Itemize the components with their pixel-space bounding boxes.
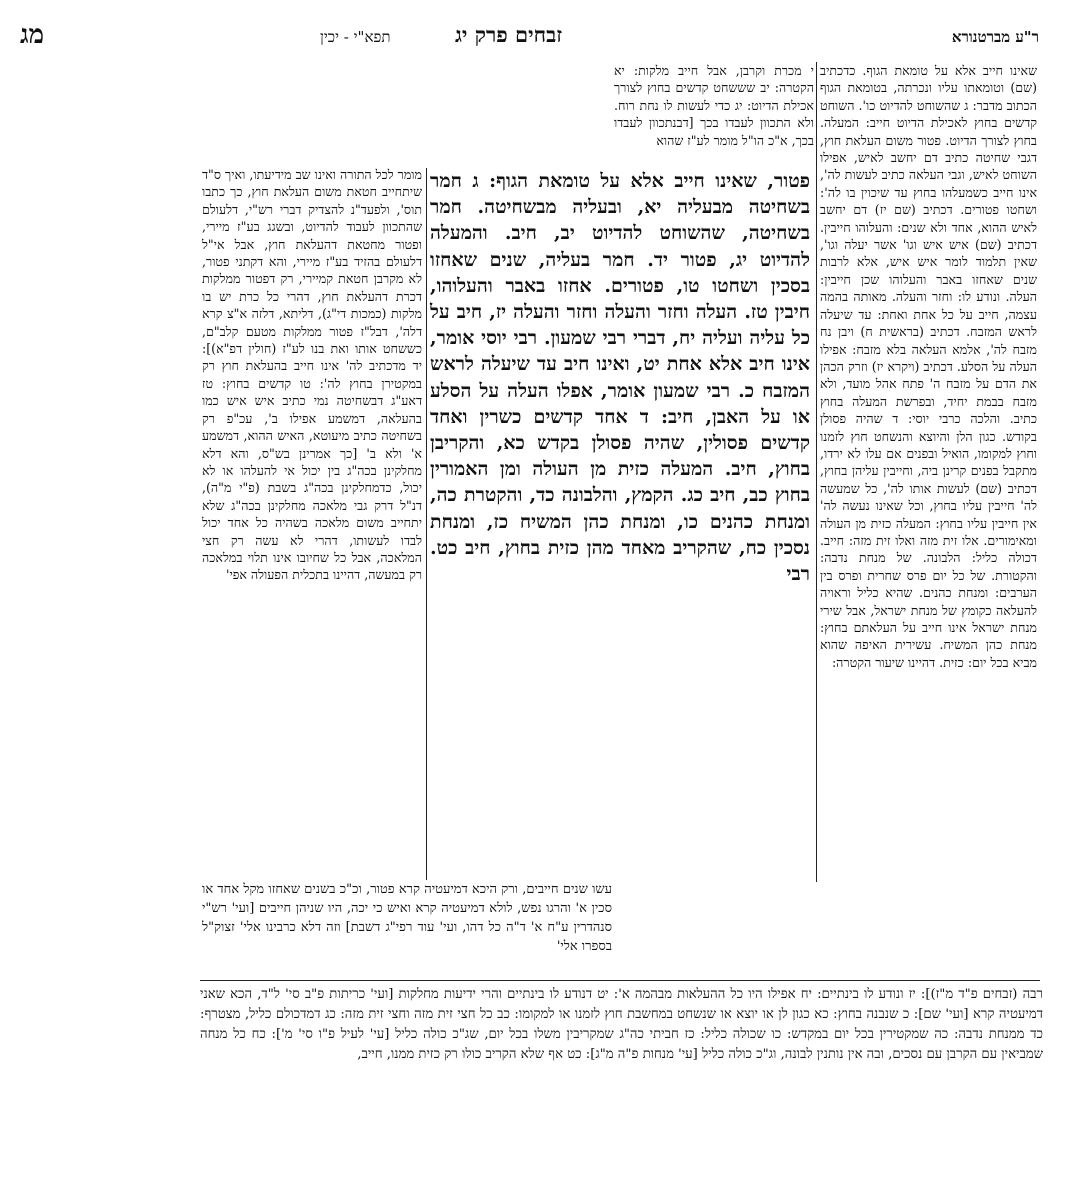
commentary-name: ר"ע מברטנורא: [951, 28, 1039, 46]
bartenura-commentary: [820, 62, 1037, 942]
bartenura-text: שאינו חייב אלא על טומאת הגוף. כדכתיב (שם) וטומאתו עליו ונכרתה, בטומאת הגוף הכתוב מדבר: ג שהשוחט להדיוט כו'. השוחט קדשים בחוץ לאכילת הדיוט חייב: המעלה. בחוץ לצורך הדיוט. פטור משום העלאת חוץ, דגבי שחיטה כתיב דם יחשב לאיש, אפילו השוחט לאיש, וגבי העלאה כתיב לעשות לה', אינו חייב כשמעלהו בחוץ עד שיכוין בו לה': ושחטו פטורים. דכתיב (שם יז) דם יחשב לאיש ההוא, אחד ולא שנים: והעלוהו חייבין. דכתיב (שם) איש איש וגו' אשר יעלה וגו', שאין תלמוד לומר איש איש, אלא לרבות שנים שאחזו באבר והעלוהו שכן חייבין: העלה. ונודע לו: וחזר והעלה. מאותה בהמה עצמה, חייב על כל אחת ואחת: עד שיעלה לראש המזבח. דכתיב (בראשית ח) ויבן נח מזבח לה', אלמא העלאה בלא מזבח: אפילו העלה על הסלע. דכתיב (ויקרא יז) וזרק הכהן את הדם על מזבח ה' פתח אהל מועד, ולא מזבח בבמת יחיד, ובפרשת המעלה בחוץ כתיב. והלכה כרבי יוסי: ד שהיה פסולן בקודש. כגון הלן והיוצא והנשחט חוץ לזמנו וחוץ למקומו, הואיל ובפנים אם עלו לא ירדו, מתקבל בפנים קרינן ביה, וחייבין עליהן בחוץ, דכתיב (שם) לעשות אותו לה', כל שמעשה לה' חייבין עליו בחוץ, וכל שאינו נעשה לה' אין חייבין עליו בחוץ: המעלה כזית מן העולה ומאימורים. אלו זית מזה ואלו זית מזה: חייב. דכולה כליל: הלבונה. של מנחת נדבה: והקטורת. של כל יום פרס שחרית ופרס בין הערבים: ומנחת כהנים. שהיא כליל וראויה להעלאה כקומץ של מנחת ישראל, אבל שירי מנחת ישראל אינו חייב על העלאתם בחוץ: מנחת כהן המשיח. עשירית האיפה שהוא מביא בכל יום: כזית. דהיינו שיעור הקטרה:: [820, 63, 1037, 670]
tiferet-commentary-side: [202, 166, 422, 878]
tiferet-text-continuation: עשו שנים חייבים, ורק היכא דמיעטיה קרא פטור, וכ"כ בשנים שאחזו מקל אחד או סכין א' והרגו נפש, לולא דמיעטיה קרא ואיש כי יכה, היו שניהן חייבים [ועי' רש"י סנהדרין ע"ח א' ד"ה כל דהו, ועי' עוד רפי"ג דשבת] וזה דלא כרבינו אלי' זצוק"ל בספרו אלי': [202, 882, 612, 954]
commentary-range: תפא"י - יכין: [320, 28, 391, 46]
tractate-chapter-title: זבחים פרק יג: [455, 22, 563, 47]
footnotes: [200, 985, 1043, 1065]
tiferet-commentary-continuation: [202, 880, 612, 980]
mishna-text: פטור, שאינו חייב אלא על טומאת הגוף: ג חמר בשחיטה מבעליה יא, ובעליה מבשחיטה. חמר בשחיטה, שהשוחט להדיוט יב, חיב. והמעלה להדיוט יג, פטור יד. חמר בעליה, שנים שאחזו בסכין ושחטו טו, פטורים. אחזו באבר והעלוהו, חיבין טז. העלה וחזר והעלה וחזר והעלה יז, חיב על כל עליה ועליה יח, דברי רבי שמעון. רבי יוסי אומר, אינו חיב אלא אחת יט, ואינו חיב עד שיעלה לראש המזבח כ. רבי שמעון אומר, אפלו העלה על הסלע או על האבן, חיב: ד אחד קדשים כשרין ואחד קדשים פסולין, שהיה פסולן בקדש כא, והקריבן בחוץ, חיב. המעלה כזית מן העולה ומן האמורין בחוץ כב, חיב כג. הקמץ, והלבונה כד, והקטרת כה, ומנחת כהנים כו, ומנחת כהן המשיח כז, ומנחת נסכין כח, שהקריב מאחד מהן כזית בחוץ, חיב כט. רבי: [430, 170, 810, 586]
mishna-text-block: [430, 168, 810, 882]
tiferet-commentary-top: [614, 62, 814, 168]
footnotes-text: רבה (זבחים פ"ד מ"ז)]: יז ונודע לו בינתיים: יח אפילו היו כל ההעלאות מבהמה א': יט דנודע לו בינתיים והרי ידיעות מחלקות [ועי' כריתות פ"ב סי' ל"ד, הכא שאני דמיעטיה קרא [ועי' שם]: כ שנבנה בחוץ: כא כגון לן או יוצא או שנשחט במחשבת חוץ לזמנו או למקומו: כב כל חצי זית מזה וחצי זית מזה: כג דמדכולם כליל, מצטרף: כד ממנחת נדבה: כה שמקטירין בכל יום במקדש: כו שכולה כליל: כז חביתי כה"ג שמקריבין משלו בכל יום, שג"כ כולה כליל [עי' לעיל פ"ו סי' מ']: כח כל מנחה שמביאין עם הקרבן עם נסכים, ובה אין נותנין לבונה, וג"כ כולה כליל [עי' מנחות פ"ה מ"ג]: כט אף שלא הקריב כולו רק כזית ממנו, חייב,: [200, 987, 1043, 1062]
running-header: [20, 20, 1039, 52]
column-divider: [816, 62, 817, 882]
footer-divider: [200, 980, 1040, 981]
tiferet-text-top: י מכרת וקרבן, אבל חייב מלקות: יא הקטרה: יב שששחט קדשים בחוץ לצורך אכילת הדיוט: יג כדי לעשות לו נחת רוח. ולא התכוון לעבדו בכך [דבנתכוון לעבדו בכך, א"כ הו"ל מומר לע"ז שהוא: [614, 63, 814, 148]
tiferet-text-side: מומר לכל התורה ואינו שב מידיעתו, ואיך ס"ד שיתחייב חטאת משום העלאת חוץ, כך כתבו תוס', ולפעד"נ להצדיק דברי רש"י, דלעולם שהתכוון לעבוד להדיוט, ובשגג בע"ז מיירי, ופטור מחטאת דהעלאת חוץ, אבל אי"ל דלעולם בהזיד בע"ז מיירי, והא דקתני פטור, לא מקרבן חטאת קמיירי, רק דפטור ממלקות דכרת דהעלאת חוץ, דהרי כל כרת יש בו מלקות (כמכות די"ג), דליתא, דלזה א"צ קרא דלה', דבל"ז פטור ממלקות מטעם קלב"ם, כששחט אותו ואת בנו לע"ז (חולין דפ"א)]: יד מדכתיב לה' אינו חייב בהעלאת חוץ רק במקטירן בחוץ לה': טו קדשים בחוץ: טז דאע"ג דבשחיטה נמי כתיב איש איש כמו בהעלאה, דמשמע אפילו ב', עכ"פ רק בשחיטה כתיב מיעוטא, האיש ההוא, דמשמע א' ולא ב' [כך אמרינן בש"ס, והא דלא מחלקינן בכה"ג בין יכול אי להעלהו או לא יכול, כדמחלקינן בכה"ג בשבת (פ"י מ"ה), דנ"ל דרק גבי מלאכה מחלקינן בכה"ג שלא יתחייב משום מלאכה בשהיה כל אחד יכול לבדו לעשותו, דהרי לא עשה רק חצי המלאכה, אבל כל שחיובו אינו תלוי במלאכה רק במעשה, דהיינו בתכלית הפעולה אפי': [202, 167, 422, 583]
column-divider: [426, 168, 427, 880]
page-number: מג: [20, 20, 44, 50]
